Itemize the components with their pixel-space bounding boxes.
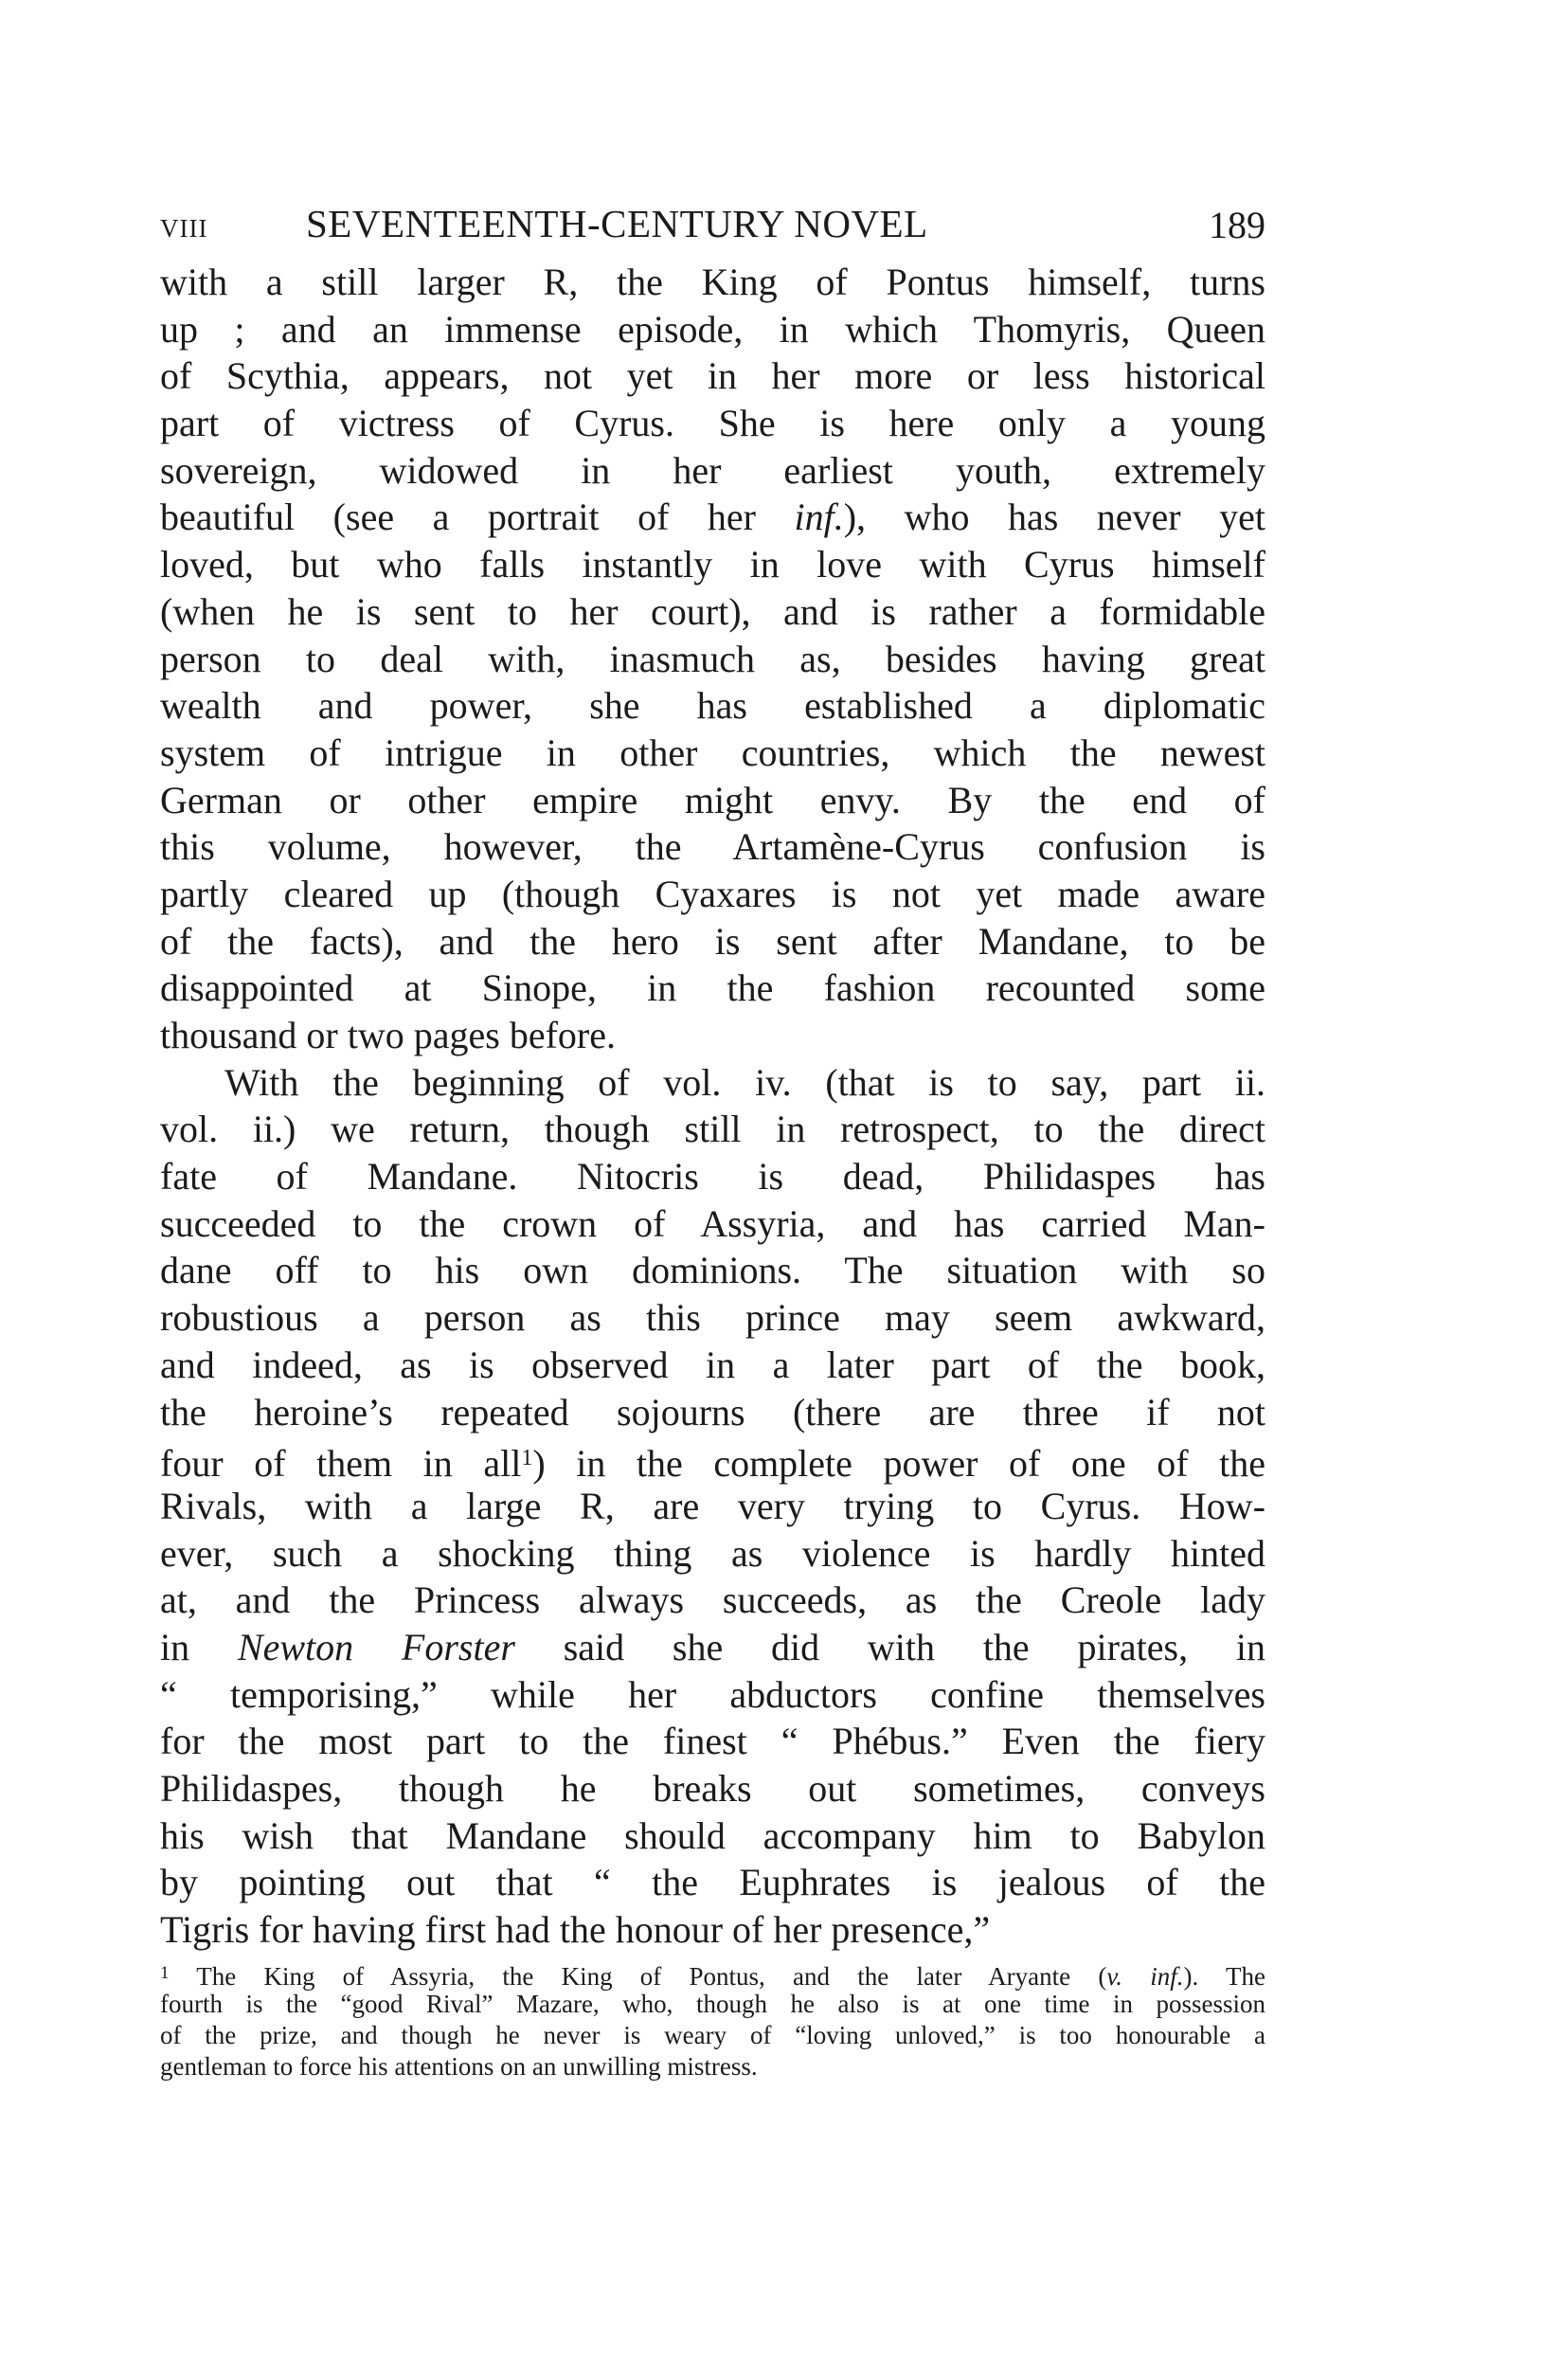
text-segment: fourth is the “good Rival” Mazare, who, though he also is at one time in possession: [160, 1990, 1265, 2018]
text-line: [160, 306, 1265, 353]
text-segment: sovereign, widowed in her earliest youth, extremely: [160, 448, 1265, 492]
text-line: [160, 1012, 1265, 1059]
text-segment: the heroine’s repeated sojourns (there are three if not: [160, 1390, 1265, 1433]
text-segment: thousand or two pages before.: [160, 1014, 616, 1056]
text-segment: succeeded to the crown of Assyria, and has carried Man-: [160, 1201, 1265, 1245]
text-line: [160, 636, 1265, 683]
text-segment: ), who has never yet: [843, 496, 1265, 539]
text-line: [160, 1718, 1265, 1765]
text-line: [160, 259, 1265, 306]
text-segment: ) in the complete power of one of the: [532, 1442, 1265, 1486]
text-segment: fate of Mandane. Nitocris is dead, Philidaspes has: [160, 1155, 1265, 1199]
footnote-marker: 1: [521, 1446, 533, 1471]
text-segment: his wish that Mandane should accompany him to Babylon: [160, 1813, 1265, 1857]
text-line: [160, 1247, 1265, 1294]
text-segment: disappointed at Sinope, in the fashion recounted some: [160, 966, 1265, 1010]
text-line: [160, 1389, 1265, 1436]
text-segment: person to deal with, inasmuch as, besides having great: [160, 637, 1265, 680]
footnote-line: [160, 2020, 1265, 2051]
text-line: [160, 1765, 1265, 1812]
footnote-line: [160, 1957, 1265, 1989]
text-line: [160, 541, 1265, 588]
text-line: [160, 1106, 1265, 1153]
footnote-line: [160, 2051, 1265, 2082]
text-line: [160, 1200, 1265, 1248]
text-segment: and indeed, as is observed in a later part of the book,: [160, 1343, 1265, 1386]
text-segment: by pointing out that “ the Euphrates is jealous of the: [160, 1861, 1265, 1904]
text-line: [160, 1153, 1265, 1200]
text-segment: German or other empire might envy. By the end of: [160, 778, 1265, 821]
text-segment: With the beginning of vol. iv. (that is to say, part ii.: [224, 1060, 1265, 1104]
text-segment: The King of Assyria, the King of Pontus, and the later Aryante (: [169, 1962, 1107, 1991]
text-line: [160, 1624, 1265, 1671]
text-segment: Tigris for having first had the honour of her presence,”: [160, 1908, 991, 1952]
text-segment: Philidaspes, though he breaks out sometimes, conveys: [160, 1767, 1265, 1810]
text-segment: for the most part to the finest “ Phébus.” Even the fiery: [160, 1720, 1265, 1763]
text-line: [160, 1577, 1265, 1624]
text-line: [160, 1530, 1265, 1578]
chapter-numeral: VIII: [160, 214, 208, 243]
text-segment: in: [160, 1625, 238, 1668]
text-line: [160, 447, 1265, 495]
text-line: [160, 682, 1265, 730]
text-segment: gentleman to force his attentions on an unwilling mistress.: [160, 2052, 758, 2081]
text-line: [160, 1671, 1265, 1719]
page-header: [160, 201, 1265, 250]
text-segment: Rivals, with a large R, are very trying to Cyrus. How-: [160, 1484, 1265, 1527]
text-segment: said she did with the pirates, in: [514, 1625, 1265, 1668]
text-segment: system of intrigue in other countries, which the newest: [160, 730, 1265, 774]
text-segment: of Scythia, appears, not yet in her more or less historical: [160, 354, 1265, 398]
text-segment: four of them in all: [160, 1442, 522, 1486]
italic-text: Newton Forster: [237, 1625, 515, 1668]
italic-text: inf.: [794, 496, 844, 539]
text-segment: (when he is sent to her court), and is rather a formidable: [160, 589, 1265, 633]
footnotes: [160, 1957, 1265, 2082]
text-line: [160, 918, 1265, 965]
page-number: 189: [1209, 204, 1265, 246]
text-segment: with a still larger R, the King of Pontus himself, turns: [160, 261, 1265, 303]
footnote-line: [160, 1989, 1265, 2020]
text-segment: loved, but who falls instantly in love with Cyrus himself: [160, 543, 1265, 586]
text-line: [160, 777, 1265, 824]
text-segment: ). The: [1183, 1962, 1266, 1991]
text-segment: up ; and an immense episode, in which Thomyris, Queen: [160, 307, 1265, 351]
text-line: [160, 1342, 1265, 1389]
footnote-marker: 1: [160, 1963, 170, 1983]
text-segment: part of victress of Cyrus. She is here only a young: [160, 402, 1265, 445]
text-line: [160, 823, 1265, 871]
text-line: [160, 1812, 1265, 1860]
text-line: [160, 965, 1265, 1012]
text-segment: this volume, however, the Artamène-Cyrus confusion is: [160, 825, 1265, 869]
text-line: [160, 1483, 1265, 1530]
text-line: [160, 494, 1265, 541]
text-segment: of the prize, and though he never is weary of “loving unloved,” is too honourable a: [160, 2021, 1265, 2049]
text-line: [160, 1435, 1265, 1486]
text-segment: beautiful (see a portrait of her: [160, 496, 795, 539]
text-segment: “ temporising,” while her abductors confine themselves: [160, 1672, 1265, 1716]
text-segment: vol. ii.) we return, though still in retrospect, to the direct: [160, 1108, 1265, 1151]
italic-text: v. inf.: [1106, 1962, 1184, 1991]
text-segment: ever, such a shocking thing as violence is hardly hinted: [160, 1531, 1265, 1575]
text-segment: dane off to his own dominions. The situation with so: [160, 1249, 1265, 1292]
text-segment: partly cleared up (though Cyaxares is not yet made aware: [160, 872, 1265, 915]
text-segment: of the facts), and the hero is sent after Mandane, to be: [160, 919, 1265, 963]
text-line: [160, 1059, 1265, 1107]
text-line: [160, 1859, 1265, 1906]
text-line: [160, 1294, 1265, 1342]
text-line: [160, 1906, 1265, 1954]
text-line: [160, 588, 1265, 636]
body-text: [160, 259, 1265, 1954]
text-line: [160, 352, 1265, 400]
running-title: SEVENTEENTH-CENTURY NOVEL: [306, 202, 928, 245]
text-segment: at, and the Princess always succeeds, as the Creole lady: [160, 1578, 1265, 1622]
text-line: [160, 730, 1265, 777]
text-segment: wealth and power, she has established a diplomatic: [160, 684, 1265, 728]
text-line: [160, 400, 1265, 447]
text-line: [160, 871, 1265, 918]
text-segment: robustious a person as this prince may seem awkward,: [160, 1296, 1265, 1340]
